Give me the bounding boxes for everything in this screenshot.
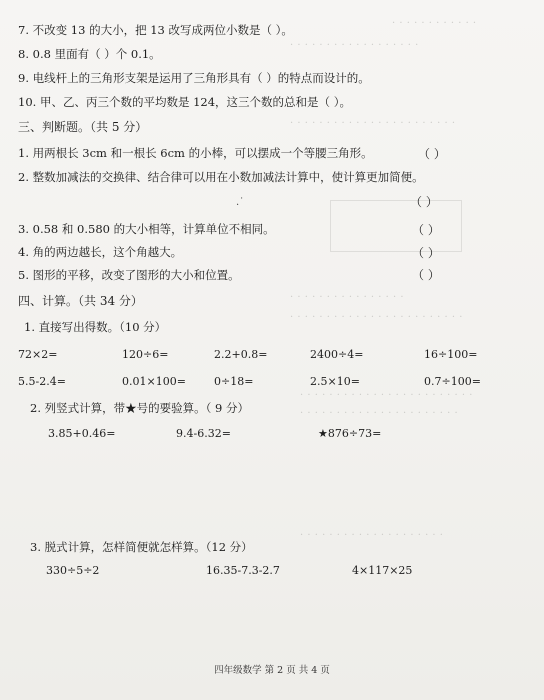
- vertical-calc-item: ★876÷73=: [318, 427, 382, 440]
- answer-paren-2[interactable]: （ ）: [410, 195, 438, 209]
- judge-item-5: 5. 图形的平移，改变了图形的大小和位置。: [18, 268, 240, 282]
- mental-math-item: 2400÷4=: [310, 348, 364, 361]
- question-10: 10. 甲、乙、丙三个数的平均数是 124，这三个数的总和是（ ）。: [18, 95, 351, 109]
- judge-item-2: 2. 整数加减法的交换律、结合律可以用在小数加减法计算中，使计算更加简便。: [18, 170, 424, 184]
- bleed-through-text: · · · · · · · · · · · · · · · · · · · · · · ·: [290, 118, 456, 129]
- part-2-title: 2. 列竖式计算，带★号的要验算。（ 9 分）: [30, 401, 250, 415]
- question-7: 7. 不改变 13 的大小，把 13 改写成两位小数是（ ）。: [18, 23, 293, 37]
- step-calc-item: 4×117×25: [352, 564, 413, 577]
- stray-mark: .˙: [236, 197, 245, 208]
- judge-item-4: 4. 角的两边越长，这个角越大。: [18, 245, 183, 259]
- question-8: 8. 0.8 里面有（ ）个 0.1。: [18, 47, 161, 61]
- answer-paren-3[interactable]: （ ）: [412, 223, 440, 237]
- judge-item-3: 3. 0.58 和 0.580 的大小相等，计算单位不相同。: [18, 222, 275, 236]
- mental-math-item: 0÷18=: [214, 375, 254, 388]
- question-9: 9. 电线杆上的三角形支架是运用了三角形具有（ ）的特点而设计的。: [18, 71, 370, 85]
- bleed-through-grid: [330, 200, 462, 252]
- part-1-title: 1. 直接写出得数。（10 分）: [24, 320, 167, 334]
- mental-math-item: 72×2=: [18, 348, 58, 361]
- bleed-through-text: · · · · · · · · · · · · · · · · · ·: [290, 40, 419, 51]
- answer-paren-4[interactable]: （ ）: [412, 246, 440, 260]
- mental-math-item: 120÷6=: [122, 348, 169, 361]
- step-calc-item: 330÷5÷2: [46, 564, 100, 577]
- judge-item-1: 1. 用两根长 3cm 和一根长 6cm 的小棒，可以摆成一个等腰三角形。: [18, 146, 373, 160]
- mental-math-item: 0.01×100=: [122, 375, 186, 388]
- bleed-through-text: · · · · · · · · · · · · · · · · · · · · · · · ·: [300, 390, 473, 401]
- section-4-heading: 四、计算。（共 34 分）: [18, 294, 143, 308]
- page-footer: 四年级数学 第 2 页 共 4 页: [214, 665, 330, 676]
- step-calc-item: 16.35-7.3-2.7: [206, 564, 280, 577]
- mental-math-row-2: [18, 375, 538, 389]
- vertical-calc-item: 9.4-6.32=: [176, 427, 231, 440]
- mental-math-item: 2.2+0.8=: [214, 348, 268, 361]
- mental-math-item: 2.5×10=: [310, 375, 360, 388]
- mental-math-item: 5.5-2.4=: [18, 375, 66, 388]
- bleed-through-text: · · · · · · · · · · · · · · · · · · · · · · · ·: [290, 312, 463, 323]
- bleed-through-text: · · · · · · · · · · · · · · · · · · · ·: [300, 530, 444, 541]
- step-calc-row: [0, 564, 544, 578]
- mental-math-row-1: [18, 348, 538, 362]
- vertical-calc-row: [0, 427, 544, 441]
- mental-math-item: 16÷100=: [424, 348, 478, 361]
- bleed-through-text: · · · · · · · · · · · · · · · · · · · · · ·: [300, 408, 459, 419]
- bleed-through-text: · · · · · · · · · · · · · · · ·: [290, 292, 405, 303]
- part-3-title: 3. 脱式计算，怎样简便就怎样算。（12 分）: [30, 540, 253, 554]
- vertical-calc-item: 3.85+0.46=: [48, 427, 116, 440]
- answer-paren-5[interactable]: （ ）: [412, 268, 440, 282]
- bleed-through-text: · · · · · · · · · · · ·: [392, 18, 477, 29]
- answer-paren-1[interactable]: （ ）: [418, 147, 446, 161]
- section-3-heading: 三、判断题。（共 5 分）: [18, 120, 148, 134]
- mental-math-item: 0.7÷100=: [424, 375, 481, 388]
